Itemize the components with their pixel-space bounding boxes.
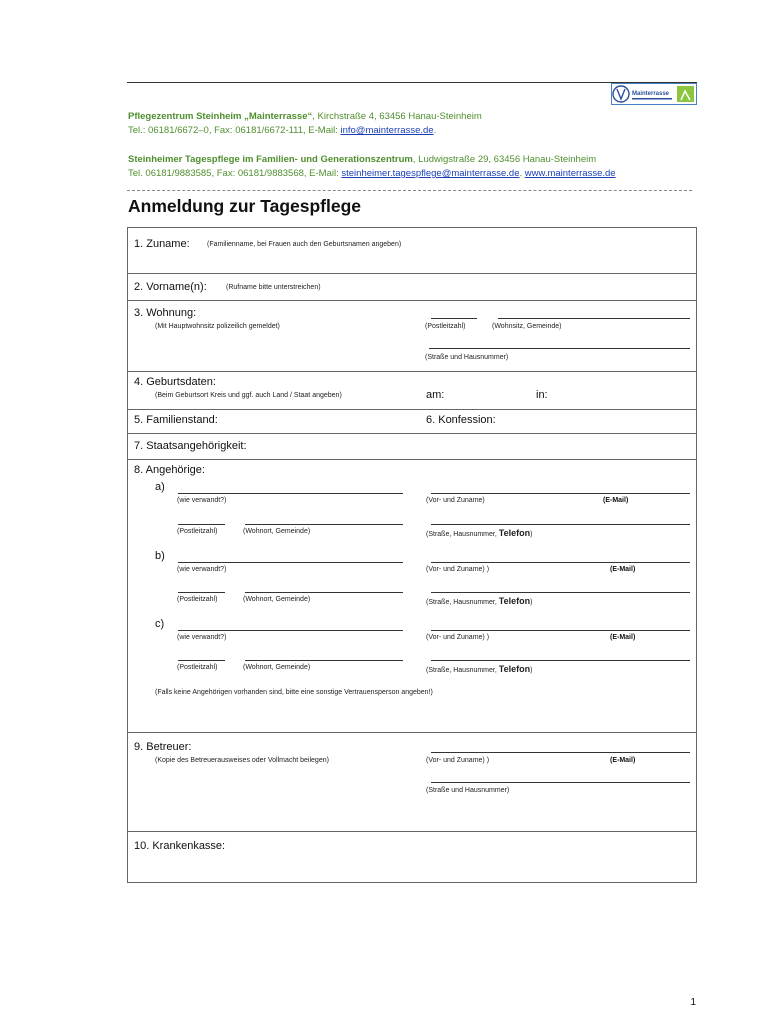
c-wohnort-caption: (Wohnort, Gemeinde) bbox=[243, 664, 311, 671]
b-wohnort-line[interactable] bbox=[245, 592, 403, 593]
wohnung-hint: (Mit Hauptwohnsitz polizeilich gemeldet) bbox=[155, 323, 280, 330]
b-wohnort-caption: (Wohnort, Gemeinde) bbox=[243, 596, 311, 603]
angehoerige-a-label: a) bbox=[155, 481, 165, 493]
org1-name: Pflegezentrum Steinheim „Mainterrasse“ bbox=[128, 111, 313, 122]
b-strasse-caption: (Straße, Hausnummer, Telefon) bbox=[426, 596, 533, 606]
row-geburtsdaten bbox=[128, 371, 696, 410]
b-name-line[interactable] bbox=[431, 562, 690, 563]
wohnung-label: 3. Wohnung: bbox=[134, 307, 197, 319]
a-wohnort-line[interactable] bbox=[245, 524, 403, 525]
org2-line1 bbox=[128, 154, 596, 166]
betreuer-strasse-line[interactable] bbox=[431, 782, 690, 783]
c-strasse-caption: (Straße, Hausnummer, Telefon) bbox=[426, 664, 533, 674]
registration-form bbox=[127, 227, 697, 883]
geburtsdaten-label: 4. Geburtsdaten: bbox=[134, 376, 216, 388]
strasse-caption: (Straße und Hausnummer) bbox=[425, 354, 509, 361]
org1-email-link[interactable]: info@mainterrasse.de bbox=[340, 125, 434, 136]
org1-address: , Kirchstraße 4, 63456 Hanau-Steinheim bbox=[312, 111, 482, 122]
row-familienstand bbox=[128, 409, 696, 434]
row-wohnung bbox=[128, 300, 696, 372]
b-strasse-line[interactable] bbox=[431, 592, 690, 593]
betreuer-email-caption: (E-Mail) bbox=[610, 757, 636, 764]
a-plz-caption: (Postleitzahl) bbox=[177, 528, 218, 535]
b-plz-line[interactable] bbox=[178, 592, 225, 593]
zuname-hint: (Familienname, bei Frauen auch den Geburtsnamen angeben) bbox=[207, 241, 402, 248]
a-plz-line[interactable] bbox=[178, 524, 225, 525]
strasse-line[interactable] bbox=[429, 348, 690, 349]
geburtsdaten-hint: (Beim Geburtsort Kreis und ggf. auch Land / Staat angeben) bbox=[155, 392, 342, 399]
konfession-label: 6. Konfession: bbox=[426, 414, 496, 426]
wohnsitz-caption: (Wohnsitz, Gemeinde) bbox=[492, 323, 562, 330]
row-krankenkasse bbox=[128, 831, 696, 883]
org2-web-link[interactable]: www.mainterrasse.de bbox=[524, 168, 616, 179]
zuname-label: 1. Zuname: bbox=[134, 238, 190, 250]
angehoerige-c-label: c) bbox=[155, 618, 165, 630]
org2-line2: Tel. 06181/9883585, Fax: 06181/9883568, E-Mail: steinheimer.tagespflege@mainterrasse.de. www.mainterrasse.de bbox=[128, 168, 616, 179]
c-strasse-line[interactable] bbox=[431, 660, 690, 661]
betreuer-label: 9. Betreuer: bbox=[134, 741, 192, 753]
geburtsort-in-label: in: bbox=[536, 389, 548, 401]
plz-line[interactable] bbox=[431, 318, 477, 319]
header-separator bbox=[127, 190, 692, 191]
angehoerige-b-label: b) bbox=[155, 550, 165, 562]
a-strasse-caption: (Straße, Hausnummer, Telefon) bbox=[426, 528, 533, 538]
b-verwandt-line[interactable] bbox=[178, 562, 403, 563]
familienstand-label: 5. Familienstand: bbox=[134, 414, 218, 426]
betreuer-hint: (Kopie des Betreuerausweises oder Vollmacht beilegen) bbox=[155, 757, 329, 764]
org2-name: Steinheimer Tagespflege im Familien- und Generationszentrum bbox=[128, 154, 413, 165]
svg-text:Mainterrasse: Mainterrasse bbox=[632, 91, 670, 97]
row-vorname bbox=[128, 273, 696, 301]
krankenkasse-label: 10. Krankenkasse: bbox=[134, 840, 226, 852]
row-staatsangehoerigkeit bbox=[128, 433, 696, 460]
a-email-caption: (E-Mail) bbox=[603, 497, 629, 504]
a-wohnort-caption: (Wohnort, Gemeinde) bbox=[243, 528, 311, 535]
c-email-caption: (E-Mail) bbox=[610, 634, 636, 641]
vorname-label: 2. Vorname(n): bbox=[134, 281, 207, 293]
c-name-line[interactable] bbox=[431, 630, 690, 631]
staatsangehoerigkeit-label: 7. Staatsangehörigkeit: bbox=[134, 440, 247, 452]
c-name-caption: (Vor- und Zuname) ) bbox=[426, 634, 490, 641]
a-name-caption: (Vor- und Zuname) bbox=[426, 497, 485, 504]
org2-contact: Tel. 06181/9883585, Fax: 06181/9883568, E-Mail: bbox=[128, 168, 342, 179]
org1-contact: Tel.: 06181/6672–0, Fax: 06181/6672-111, E-Mail: bbox=[128, 125, 341, 136]
wohnsitz-line[interactable] bbox=[498, 318, 690, 319]
angehoerige-label: 8. Angehörige: bbox=[134, 464, 205, 476]
c-plz-caption: (Postleitzahl) bbox=[177, 664, 218, 671]
page-number: 1 bbox=[690, 997, 696, 1008]
b-name-caption: (Vor- und Zuname) ) bbox=[426, 566, 490, 573]
a-strasse-line[interactable] bbox=[431, 524, 690, 525]
plz-caption: (Postleitzahl) bbox=[425, 323, 466, 330]
row-angehoerige bbox=[128, 459, 696, 733]
row-zuname bbox=[128, 228, 696, 274]
betreuer-strasse-caption: (Straße und Hausnummer) bbox=[426, 787, 510, 794]
c-wohnort-line[interactable] bbox=[245, 660, 403, 661]
c-verwandt-caption: (wie verwandt?) bbox=[177, 634, 227, 641]
b-verwandt-caption: (wie verwandt?) bbox=[177, 566, 227, 573]
org1-line1 bbox=[128, 111, 482, 123]
betreuer-name-caption: (Vor- und Zuname) ) bbox=[426, 757, 490, 764]
betreuer-name-line[interactable] bbox=[431, 752, 690, 753]
c-verwandt-line[interactable] bbox=[178, 630, 403, 631]
a-verwandt-caption: (wie verwandt?) bbox=[177, 497, 227, 504]
vorname-hint: (Rufname bitte unterstreichen) bbox=[226, 284, 321, 291]
b-email-caption: (E-Mail) bbox=[610, 566, 636, 573]
org1-line2: Tel.: 06181/6672–0, Fax: 06181/6672-111, E-Mail: info@mainterrasse.de. bbox=[128, 125, 437, 136]
a-name-line[interactable] bbox=[431, 493, 690, 494]
page-title: Anmeldung zur Tagespflege bbox=[128, 196, 362, 216]
mainterrasse-logo bbox=[611, 83, 697, 105]
a-verwandt-line[interactable] bbox=[178, 493, 403, 494]
row-betreuer bbox=[128, 732, 696, 832]
org2-address: , Ludwigstraße 29, 63456 Hanau-Steinheim bbox=[412, 154, 597, 165]
org2-email-link[interactable]: steinheimer.tagespflege@mainterrasse.de bbox=[341, 168, 520, 179]
angehoerige-note: (Falls keine Angehörigen vorhanden sind, bitte eine sonstige Vertrauensperson angeben!) bbox=[155, 689, 433, 696]
b-plz-caption: (Postleitzahl) bbox=[177, 596, 218, 603]
c-plz-line[interactable] bbox=[178, 660, 225, 661]
geburtsdatum-am-label: am: bbox=[426, 389, 445, 401]
